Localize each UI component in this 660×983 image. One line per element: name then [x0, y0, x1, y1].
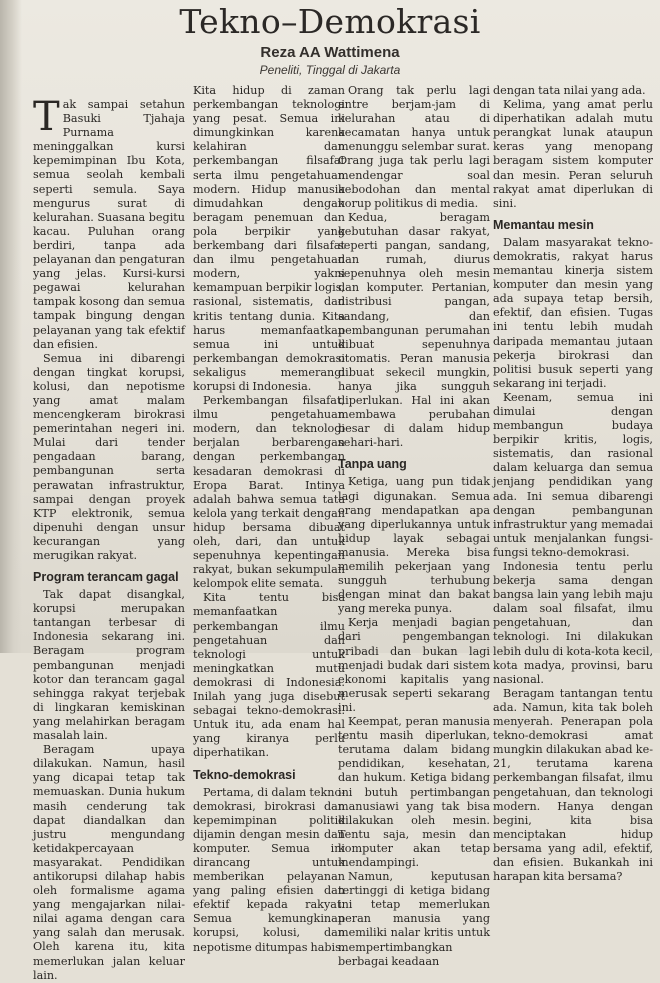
article-title: Tekno–Demokrasi — [179, 2, 481, 41]
paragraph: dengan tata nilai yang ada. — [493, 84, 646, 97]
paragraph: Namun, keputusan tertinggi di ketiga bidang ini tetap memerlukan peran manusia yang memiliki nalar kritis untuk mempertimbangkan berbagai keadaan — [338, 870, 490, 968]
paragraph: Beragam upaya dilakukan. Namun, hasil yang dicapai tetap tak memuaskan. Dunia hukum masih cenderung tak dapat diandalkan dan justru mengundang ketidakpercayaan masyarakat. Pendidikan antikorupsi dilahap habis oleh formalisme agama yang mengajarkan nilai-nilai agama dengan cara yang salah dan merusak. Oleh karena itu, kita memerlukan jalan keluar lain. — [33, 743, 185, 982]
paragraph: Dalam masyarakat tekno-demokratis, rakyat harus memantau kinerja sistem komputer dan mesin yang ada supaya tetap bersih, efektif, dan efisien. Tugas ini tentu lebih mudah daripada memantau jutaan pekerja birokrasi dan politisi busuk seperti yang sekarang ini terjadi. — [493, 235, 653, 390]
page-fold-shadow — [0, 0, 22, 653]
paragraph: Ketiga, uang pun tidak lagi digunakan. Semua orang mendapatkan apa yang diperlukannya untuk hidup layak sebagai manusia. Mereka bisa memilih pekerjaan yang sungguh terhubung dengan minat dan bakat yang mereka punya. — [338, 475, 490, 616]
column-2 — [193, 84, 345, 955]
paragraph: Keempat, peran manusia tentu masih diperlukan, terutama dalam bidang pendidikan, kesehatan, dan hukum. Ketiga bidang ini butuh pertimbangan manusiawi yang tak bisa dilakukan oleh mesin. Tentu saja, mesin dan komputer akan tetap mendampingi. — [338, 715, 490, 869]
paragraph: Tak dapat disangkal, korupsi merupakan tantangan terbesar di Indonesia sekarang ini. Beragam program pembangunan menjadi kotor dan terancam gagal sehingga rakyat terjebak di lingkaran kemiskinan yang melahirkan beragam masalah lain. — [33, 588, 185, 743]
column-1 — [33, 94, 185, 983]
paragraph: Perkembangan filsafat, ilmu pengetahuan modern, dan teknologi berjalan berbarengan dengan perkembangan kesadaran demokrasi di Eropa Barat. Intinya adalah bahwa semua tata kelola yang terkait dengan hidup bersama dibuat oleh, dari, dan untuk sepenuhnya kepentingan rakyat, bukan sekumpulan kelompok elite semata. — [193, 394, 345, 591]
paragraph — [33, 94, 185, 352]
subheading: Tanpa uang — [338, 457, 407, 472]
article-author: Reza AA Wattimena — [260, 44, 400, 61]
paragraph: Beragam tantangan tentu ada. Namun, kita tak boleh menyerah. Penerapan pola tekno-demokrasi amat mungkin dilakukan abad ke-21, terutama karena perkembangan filsafat, ilmu pengetahuan, dan teknologi modern. Hanya dengan begini, kita bisa menciptakan hidup bersama yang adil, efektif, dan efisien. Bukankah ini harapan kita bersama? — [493, 686, 653, 884]
column-3 — [338, 84, 490, 969]
paragraph: Kedua, beragam kebutuhan dasar rakyat, seperti pangan, sandang, dan rumah, diurus sepenuhnya oleh mesin dan komputer. Pertanian, distribusi pangan, sandang, dan pembangunan perumahan dibuat sepenuhnya otomatis. Peran manusia dibuat sekecil mungkin, hanya jika sungguh diperlukan. Hal ini akan membawa perubahan besar di dalam hidup sehari-hari. — [338, 210, 490, 450]
drop-cap: T — [33, 94, 60, 140]
paragraph: Semua ini dibarengi dengan tingkat korupsi, kolusi, dan nepotisme yang amat malam mencengkeram birokrasi pemerintahan negeri ini. Mulai dari tender pengadaan barang, pembangunan serta perawatan infrastruktur, sampai dengan proyek KTP elektronik, semua dipenuhi dengan unsur kecurangan yang merugikan rakyat. — [33, 351, 185, 562]
paragraph: Kelima, yang amat perlu diperhatikan adalah mutu perangkat lunak ataupun keras yang menopang beragam sistem komputer dan mesin. Peran seluruh rakyat amat diperlukan di sini. — [493, 98, 653, 210]
paragraph: Keenam, semua ini dimulai dengan membangun budaya berpikir kritis, logis, sistematis, dan rasional dalam keluarga dan semua jenjang pendidikan yang ada. Ini semua dibarengi dengan pembangunan infrastruktur yang memadai untuk menjalankan fungsi-fungsi tekno-demokrasi. — [493, 390, 653, 559]
subheading: Tekno-demokrasi — [193, 767, 296, 782]
paragraph: Kita tentu bisa memanfaatkan perkembangan ilmu pengetahuan dan teknologi untuk meningkatkan mutu demokrasi di Indonesia. Inilah yang juga disebut sebagai tekno-demokrasi. Untuk itu, ada enam hal yang kiranya perlu diperhatikan. — [193, 591, 345, 760]
column-4 — [493, 84, 653, 884]
paragraph: Indonesia tentu perlu bekerja sama dengan bangsa lain yang lebih maju dalam soal filsafat, ilmu pengetahuan, dan teknologi. Ini dilakukan lebih dulu di kota-kota kecil, kota madya, provinsi, baru nasional. — [493, 560, 653, 686]
paragraph: Orang tak perlu lagi antre berjam-jam di kelurahan atau di kecamatan hanya untuk menunggu selembar surat. Orang juga tak perlu lagi mendengar soal kebodohan dan mental korup politikus di media. — [338, 84, 490, 210]
subheading: Memantau mesin — [493, 217, 594, 232]
article-affiliation: Peneliti, Tinggal di Jakarta — [259, 63, 401, 77]
subheading: Program terancam gagal — [33, 570, 179, 585]
paragraph-text: ak sampai setahun Basuki Tjahaja Purnama meninggalkan kursi kepemimpinan Ibu Kota, semua seolah kembali seperti semula. Saya mengurus surat di kelurahan. Suasana begitu kacau. Puluhan orang berdiri, tanpa ada pelayanan dan pengaturan yang jelas. Kursi-kursi pegawai kelurahan tampak kosong dan semua tampak bingung dengan pelayanan yang tak efektif dan efisien. — [33, 98, 185, 351]
paragraph: Kerja menjadi bagian dari pengembangan pribadi dan bukan lagi menjadi budak dari sistem ekonomi kapitalis yang merusak seperti sekarang ini. — [338, 616, 490, 714]
paragraph: Kita hidup di zaman perkembangan teknologi yang pesat. Semua ini dimungkinkan karena kelahiran dan perkembangan filsafat serta ilmu pengetahuan modern. Hidup manusia dimudahkan dengan beragam penemuan dan pola berpikir yang berkembang dari filsafat dan ilmu pengetahuan modern, yakni kemampuan berpikir logis, rasional, sistematis, dan kritis tentang dunia. Kita harus memanfaatkan semua ini untuk perkembangan demokrasi sekaligus memerangi korupsi di Indonesia. — [193, 84, 345, 393]
paragraph: Pertama, di dalam tekno-demokrasi, birokrasi dan kepemimpinan politik dijamin dengan mesin dan komputer. Semua ini dirancang untuk memberikan pelayanan yang paling efisien dan efektif kepada rakyat. Semua kemungkinan korupsi, kolusi, dan nepotisme ditumpas habis. — [193, 785, 345, 954]
